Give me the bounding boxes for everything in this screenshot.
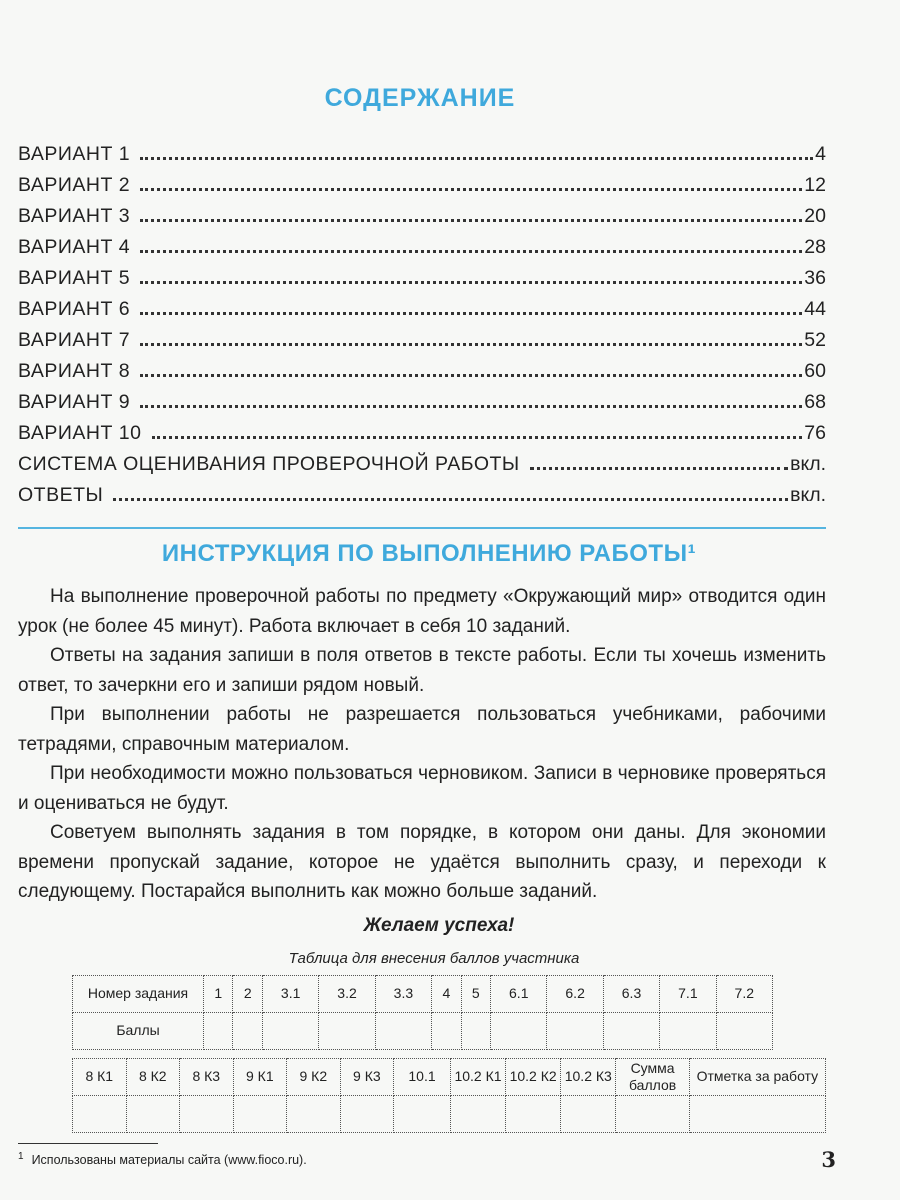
toc-title: СОДЕРЖАНИЕ <box>324 84 516 112</box>
score-cell[interactable] <box>450 1095 505 1132</box>
task-number: 1 <box>204 975 233 1012</box>
toc-item <box>18 174 826 205</box>
toc-item-page: вкл. <box>790 484 826 506</box>
toc-item-label: ВАРИАНТ 5 <box>18 267 131 289</box>
toc-leader-dots <box>140 188 802 191</box>
task-number: 10.2 К2 <box>506 1058 561 1095</box>
score-cell[interactable] <box>204 1012 233 1049</box>
toc-item-page: 12 <box>804 174 826 196</box>
score-cell[interactable] <box>660 1012 716 1049</box>
task-number: 8 К2 <box>126 1058 180 1095</box>
score-cell[interactable] <box>603 1012 659 1049</box>
task-number-row <box>73 1058 826 1095</box>
toc-item-label: ВАРИАНТ 3 <box>18 205 131 227</box>
toc-item <box>18 205 826 236</box>
score-cell[interactable] <box>461 1012 490 1049</box>
instructions-body <box>18 582 826 907</box>
toc-leader-dots <box>113 498 788 501</box>
task-number: 9 К3 <box>340 1058 394 1095</box>
toc-item-label: ВАРИАНТ 7 <box>18 329 131 351</box>
paragraph: При выполнении работы не разрешается пользоваться учебниками, рабочими тетрадями, справочным материалом. <box>18 704 826 755</box>
footnote-mark: 1 <box>18 1150 24 1162</box>
task-number: 3.3 <box>375 975 431 1012</box>
toc-item-page: 76 <box>804 422 826 444</box>
toc-item-page: 44 <box>804 298 826 320</box>
toc-item-label: ВАРИАНТ 2 <box>18 174 131 196</box>
row-header: Баллы <box>73 1012 204 1049</box>
toc-leader-dots <box>152 436 803 439</box>
task-number: 6.2 <box>547 975 603 1012</box>
toc-item-page: вкл. <box>790 453 826 475</box>
page-number: 3 <box>821 1146 836 1172</box>
task-number: 8 К3 <box>180 1058 234 1095</box>
toc-item <box>18 391 826 422</box>
footnote <box>18 1149 307 1168</box>
score-cell[interactable] <box>233 1095 287 1132</box>
task-number: 10.2 К1 <box>450 1058 505 1095</box>
task-number: 5 <box>461 975 490 1012</box>
toc-item-label: ВАРИАНТ 8 <box>18 360 131 382</box>
toc-item-page: 20 <box>804 205 826 227</box>
toc-item <box>18 236 826 267</box>
task-number: 2 <box>233 975 262 1012</box>
toc-item <box>18 267 826 298</box>
score-table-1 <box>72 975 773 1050</box>
task-number: 6.3 <box>603 975 659 1012</box>
toc-item-label: ВАРИАНТ 1 <box>18 143 131 165</box>
instructions-section <box>18 538 836 1183</box>
instructions-heading: ИНСТРУКЦИЯ ПО ВЫПОЛНЕНИЮ РАБОТЫ¹ <box>161 540 697 567</box>
score-cell[interactable] <box>506 1095 561 1132</box>
footnote-divider <box>18 1143 158 1144</box>
score-cell[interactable] <box>616 1095 689 1132</box>
toc-item-label: ВАРИАНТ 4 <box>18 236 131 258</box>
toc-item-label: ВАРИАНТ 9 <box>18 391 131 413</box>
toc-leader-dots <box>140 343 802 346</box>
task-number: 3.1 <box>262 975 318 1012</box>
score-cell[interactable] <box>432 1012 461 1049</box>
toc-item-label: СИСТЕМА ОЦЕНИВАНИЯ ПРОВЕРОЧНОЙ РАБОТЫ <box>18 453 520 475</box>
score-cell[interactable] <box>561 1095 616 1132</box>
toc-leader-dots <box>140 374 802 377</box>
task-number: 10.1 <box>394 1058 451 1095</box>
score-cell[interactable] <box>491 1012 547 1049</box>
toc-leader-dots <box>140 219 802 222</box>
toc-item-page: 28 <box>804 236 826 258</box>
score-cell[interactable] <box>319 1012 375 1049</box>
task-number: 10.2 К3 <box>561 1058 616 1095</box>
toc-item <box>18 422 826 453</box>
toc-item-label: ВАРИАНТ 10 <box>18 422 142 444</box>
paragraph: На выполнение проверочной работы по предмету «Окружающий мир» отводится один урок (не более 45 минут). Работа включает в себя 10 заданий. <box>18 586 826 637</box>
toc-item-page: 36 <box>804 267 826 289</box>
task-number: 7.2 <box>716 975 772 1012</box>
page-footer <box>18 1143 836 1183</box>
toc-leader-dots <box>140 281 802 284</box>
divider <box>18 527 826 529</box>
task-number: Сумма баллов <box>616 1058 689 1095</box>
toc-item <box>18 298 826 329</box>
toc-item-page: 68 <box>804 391 826 413</box>
score-cell[interactable] <box>233 1012 262 1049</box>
toc-item <box>18 453 826 484</box>
wish-text: Желаем успеха! <box>363 914 515 936</box>
table-of-contents <box>18 143 826 515</box>
toc-leader-dots <box>140 250 802 253</box>
toc-leader-dots <box>140 405 802 408</box>
score-cell[interactable] <box>394 1095 451 1132</box>
toc-item <box>18 329 826 360</box>
toc-item-label: ВАРИАНТ 6 <box>18 298 131 320</box>
toc-item-page: 52 <box>804 329 826 351</box>
table-caption: Таблица для внесения баллов участника <box>288 949 580 967</box>
task-number: 9 К1 <box>233 1058 287 1095</box>
score-cell[interactable] <box>180 1095 234 1132</box>
toc-item-page: 4 <box>815 143 826 165</box>
toc-item-label: ОТВЕТЫ <box>18 484 104 506</box>
toc-leader-dots <box>530 467 788 470</box>
footnote-text: Использованы материалы сайта (www.fioco.ru). <box>31 1152 307 1167</box>
task-number-row <box>73 975 773 1012</box>
task-number: 7.1 <box>660 975 716 1012</box>
toc-item <box>18 143 826 174</box>
toc-leader-dots <box>140 312 802 315</box>
score-cell[interactable] <box>262 1012 318 1049</box>
score-row <box>73 1012 773 1049</box>
row-header: Номер задания <box>73 975 204 1012</box>
task-number: Отметка за работу <box>689 1058 825 1095</box>
toc-leader-dots <box>140 157 813 160</box>
toc-item <box>18 360 826 391</box>
toc-item <box>18 484 826 515</box>
score-cell[interactable] <box>126 1095 180 1132</box>
score-cell[interactable] <box>547 1012 603 1049</box>
paragraph: При необходимости можно пользоваться черновиком. Записи в черновике проверяться и оцениваться не будут. <box>18 763 826 814</box>
paragraph: Ответы на задания запиши в поля ответов в тексте работы. Если ты хочешь изменить ответ, то зачеркни его и запиши рядом новый. <box>18 645 826 696</box>
task-number: 3.2 <box>319 975 375 1012</box>
score-cell[interactable] <box>287 1095 341 1132</box>
toc-item-page: 60 <box>804 360 826 382</box>
score-table-2 <box>72 1058 826 1133</box>
score-cell[interactable] <box>716 1012 772 1049</box>
score-cell[interactable] <box>375 1012 431 1049</box>
task-number: 6.1 <box>491 975 547 1012</box>
score-cell[interactable] <box>340 1095 394 1132</box>
score-cell[interactable] <box>73 1095 127 1132</box>
task-number: 9 К2 <box>287 1058 341 1095</box>
score-row <box>73 1095 826 1132</box>
score-cell[interactable] <box>689 1095 825 1132</box>
paragraph: Советуем выполнять задания в том порядке, в котором они даны. Для экономии времени пропускай задание, которое не удаётся выполнить сразу, и переходи к следующему. Постарайся выполнить как можно больше заданий. <box>18 822 826 902</box>
task-number: 4 <box>432 975 461 1012</box>
task-number: 8 К1 <box>73 1058 127 1095</box>
